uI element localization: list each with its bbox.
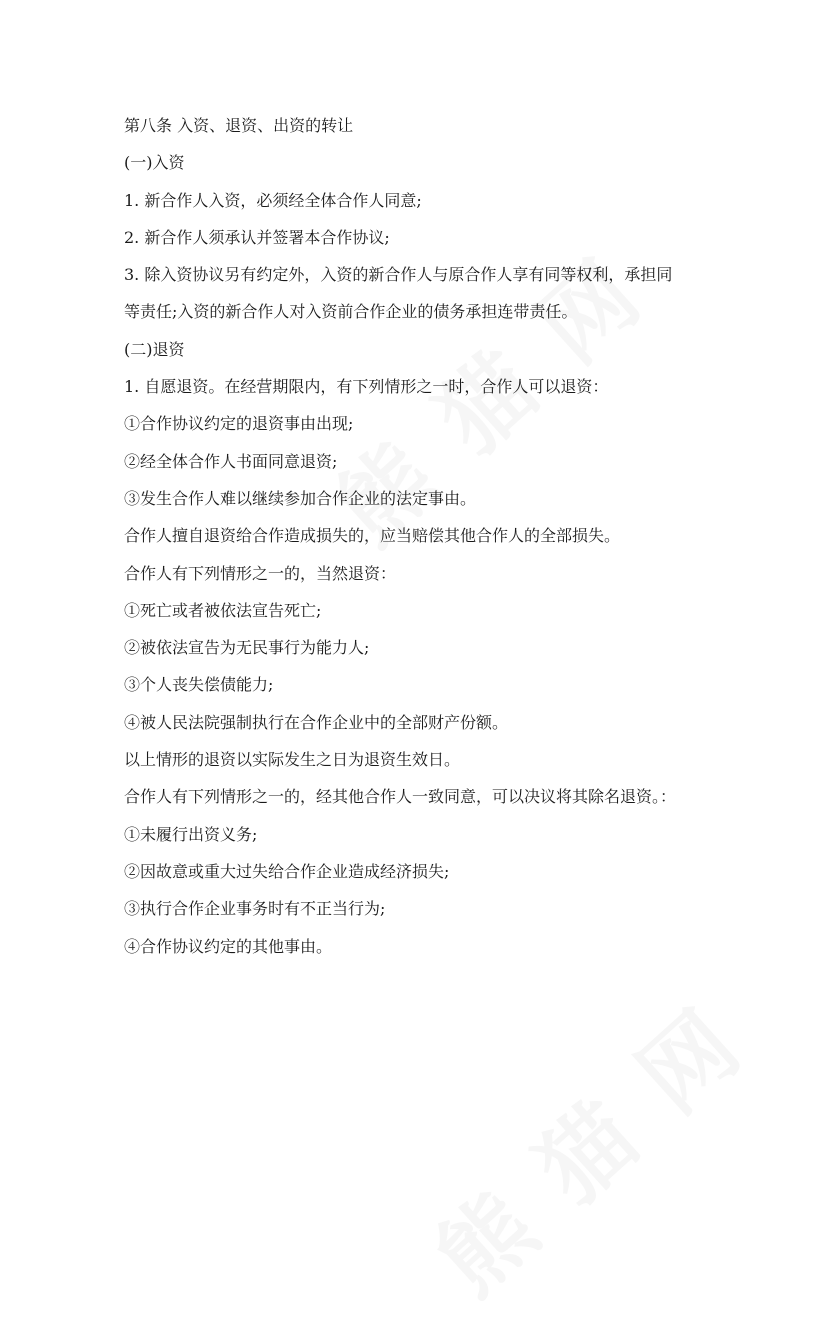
paragraph: 合作人有下列情形之一的，当然退资： [124, 563, 397, 583]
list-item: ①死亡或者被依法宣告死亡; [124, 600, 322, 620]
list-item: ②经全体合作人书面同意退资; [124, 451, 338, 471]
list-item: ④合作协议约定的其他事由。 [124, 936, 333, 956]
paragraph: 1. 新合作人入资，必须经全体合作人同意; [124, 190, 422, 210]
watermark [403, 973, 766, 1319]
list-item: ①未履行出资义务; [124, 824, 258, 844]
list-item: ③个人丧失偿债能力; [124, 675, 274, 695]
list-item: ①合作协议约定的退资事由出现; [124, 414, 354, 434]
paragraph: 合作人有下列情形之一的，经其他合作人一致同意，可以决议将其除名退资。： [124, 787, 677, 807]
list-item: ③执行合作企业事务时有不正当行为; [124, 899, 386, 919]
document-body [124, 114, 724, 972]
paragraph: 以上情形的退资以实际发生之日为退资生效日。 [124, 750, 461, 770]
paragraph: 1. 自愿退资。在经营期限内，有下列情形之一时，合作人可以退资： [124, 377, 609, 397]
article-heading: 第八条 入资、退资、出资的转让 [124, 116, 354, 135]
paragraph-continuation: 等责任;入资的新合作人对入资前合作企业的债务承担连带责任。 [124, 302, 578, 322]
paragraph: 合作人擅自退资给合作造成损失的，应当赔偿其他合作人的全部损失。 [124, 526, 621, 546]
list-item: ③发生合作人难以继续参加合作企业的法定事由。 [124, 488, 477, 508]
list-item: ④被人民法院强制执行在合作企业中的全部财产份额。 [124, 712, 509, 732]
paragraph: 3. 除入资协议另有约定外，入资的新合作人与原合作人享有同等权利，承担同 [124, 265, 673, 285]
list-item: ②被依法宣告为无民事行为能力人; [124, 638, 370, 658]
paragraph: 2. 新合作人须承认并签署本合作协议; [124, 227, 390, 247]
section-heading-capital-entry: (一)入资 [124, 153, 185, 173]
section-heading-withdrawal: (二)退资 [124, 339, 185, 359]
list-item: ②因故意或重大过失给合作企业造成经济损失; [124, 861, 450, 881]
